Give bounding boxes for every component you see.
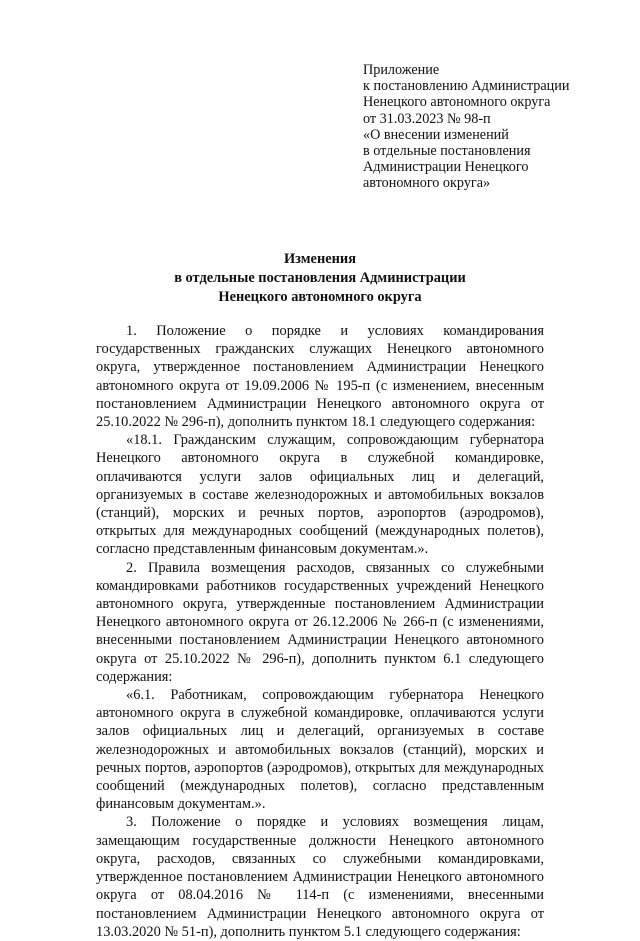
paragraph-quote-18-1: «18.1. Гражданским служащим, сопровождающим губернатора Ненецкого автономного округа в служебной командировке, оплачиваются услуги залов официальных лиц и делегаций, организуемых в составе железнодорожных и автомобильных вокзалов (станций), морских и речных портов, аэропортов (аэродромов), открытых для международных сообщений (международных полетов), согласно представленным финансовым документам.». (96, 432, 544, 558)
appendix-line: Приложение (363, 62, 440, 78)
document-title (96, 250, 544, 307)
paragraph-quote-6-1: «6.1. Работникам, сопровождающим губернатора Ненецкого автономного округа в служебной командировке, оплачиваются услуги залов официальных лиц и делегаций, организуемых в составе железнодорожных и автомобильных вокзалов (станций), морских и речных портов, аэропортов (аэродромов), открытых для международных сообщений (международных полетов), согласно представленным финансовым документам.». (96, 687, 544, 813)
appendix-line: автономного округа» (363, 175, 491, 192)
paragraph-item-2: 2. Правила возмещения расходов, связанных со служебными командировками работников государственных учреждений Ненецкого автономного округа, утвержденные постановлением Администрации Ненецкого автономного округа от 26.12.2006 № 266-п (с изменениями, внесенными постановлением Администрации Ненецкого автономного округа от 25.10.2022 № 296-п), дополнить пунктом 6.1 следующего содержания: (96, 559, 544, 685)
title-line: Ненецкого автономного округа (218, 289, 422, 305)
document-body (96, 322, 544, 941)
paragraph-item-3: 3. Положение о порядке и условиях возмещения лицам, замещающим государственные должности Ненецкого автономного округа, расходов, связанных со служебными командировками, утвержденное постановлением Администрации Ненецкого автономного округа от 08.04.2016 № 114-п (с изменениями, внесенными постановлением Администрации Ненецкого автономного округа от 13.03.2020 № 51-п), дополнить пунктом 5.1 следующего содержания: (96, 814, 544, 940)
title-line: в отдельные постановления Администрации (174, 270, 466, 286)
appendix-line: от 31.03.2023 № 98-п (363, 110, 491, 127)
appendix-line: Ненецкого автономного округа (363, 94, 551, 111)
appendix-line: к постановлению Администрации (363, 78, 570, 95)
appendix-header (363, 62, 603, 192)
appendix-line: в отдельные постановления (363, 143, 531, 160)
appendix-line: Администрации Ненецкого (363, 159, 529, 176)
title-line: Изменения (283, 251, 356, 267)
paragraph-item-1: 1. Положение о порядке и условиях командирования государственных гражданских служащих Ненецкого автономного округа, утвержденное постановлением Администрации Ненецкого автономного округа от 19.09.2006 № 195-п (с изменением, внесенным постановлением Администрации Ненецкого автономного округа от 25.10.2022 № 296-п), дополнить пунктом 18.1 следующего содержания: (96, 323, 544, 431)
appendix-line: «О внесении изменений (363, 126, 509, 143)
